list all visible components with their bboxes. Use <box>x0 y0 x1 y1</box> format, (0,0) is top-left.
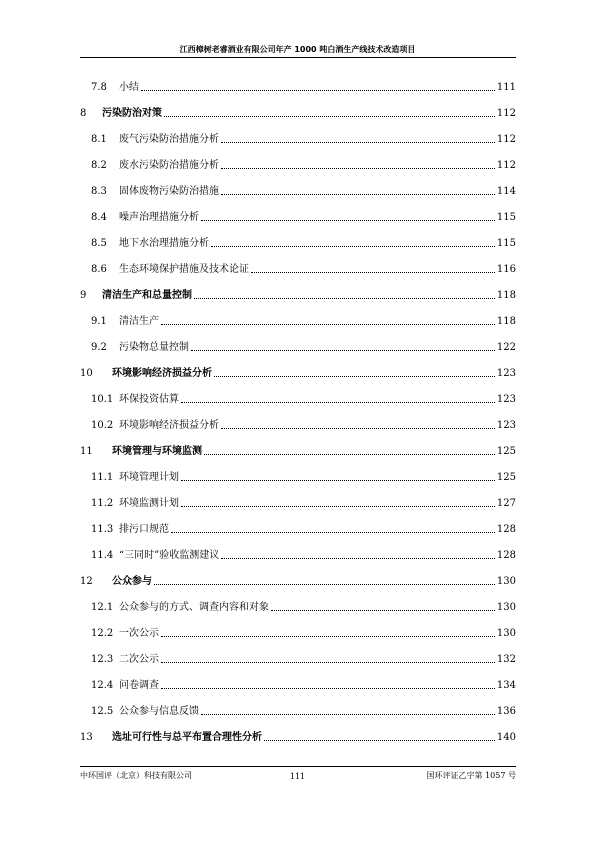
toc-entry[interactable] <box>80 198 516 224</box>
toc-entry[interactable] <box>80 666 516 692</box>
toc-dot-leader <box>201 713 495 715</box>
toc-entry-title: 环境管理与环境监测 <box>112 446 202 457</box>
toc-entry-page: 112 <box>496 134 516 145</box>
toc-entry-title: 公众参与信息反馈 <box>119 706 199 717</box>
toc-entry-number: 11.4 <box>91 550 114 561</box>
toc-dot-leader <box>221 193 495 195</box>
toc-entry-number: 8 <box>80 108 87 119</box>
toc-dot-leader <box>164 115 495 117</box>
toc-entry-page: 122 <box>496 342 516 353</box>
toc-entry-page: 116 <box>496 264 516 275</box>
toc-dot-leader <box>181 505 495 507</box>
toc-entry-page: 118 <box>496 316 516 327</box>
toc-entry-page: 112 <box>496 108 516 119</box>
toc-dot-leader <box>154 583 495 585</box>
toc-entry-number: 8.2 <box>91 160 107 171</box>
toc-dot-leader <box>214 375 495 377</box>
toc-entry-page: 132 <box>496 654 516 665</box>
toc-entry-number: 11 <box>80 446 93 457</box>
toc-dot-leader <box>221 167 495 169</box>
toc-dot-leader <box>161 635 495 637</box>
toc-entry-page: 134 <box>496 680 516 691</box>
toc-entry[interactable] <box>80 354 516 380</box>
toc-dot-leader <box>211 245 495 247</box>
toc-entry-title: 污染防治对策 <box>102 108 162 119</box>
toc-entry-title: 环境影响经济损益分析 <box>119 420 219 431</box>
toc-entry-title: 环保投资估算 <box>119 394 179 405</box>
toc-entry[interactable] <box>80 562 516 588</box>
toc-entry-title: 环境影响经济损益分析 <box>112 368 212 379</box>
toc-dot-leader <box>181 479 495 481</box>
toc-entry-title: 环境监测计划 <box>119 498 179 509</box>
toc-entry[interactable] <box>80 172 516 198</box>
toc-entry-number: 12.2 <box>91 628 114 639</box>
toc-entry-title: 废气污染防治措施分析 <box>119 134 219 145</box>
toc-entry[interactable] <box>80 276 516 302</box>
toc-entry-number: 9.2 <box>91 342 107 353</box>
toc-entry[interactable] <box>80 588 516 614</box>
toc-entry-number: 7.8 <box>91 82 107 93</box>
toc-entry-page: 125 <box>496 446 516 457</box>
toc-entry-page: 123 <box>496 368 516 379</box>
toc-entry-page: 123 <box>496 420 516 431</box>
toc-entry-number: 11.1 <box>91 472 114 483</box>
toc-dot-leader <box>221 557 495 559</box>
toc-entry-title: 清洁生产 <box>119 316 159 327</box>
toc-dot-leader <box>264 739 495 741</box>
toc-entry[interactable] <box>80 250 516 276</box>
toc-dot-leader <box>191 349 495 351</box>
toc-entry-title: 一次公示 <box>119 628 159 639</box>
toc-dot-leader <box>161 323 495 325</box>
toc-dot-leader <box>181 401 495 403</box>
footer-company: 中环国评（北京）科技有限公司 <box>80 771 192 780</box>
footer-certificate: 国环评证乙字第 1057 号 <box>426 771 516 780</box>
toc-entry-title: 生态环境保护措施及技术论证 <box>119 264 249 275</box>
toc-entry-number: 11.2 <box>91 498 114 509</box>
toc-entry-number: 9 <box>80 290 87 301</box>
toc-dot-leader <box>204 453 495 455</box>
toc-entry[interactable] <box>80 458 516 484</box>
toc-entry[interactable] <box>80 718 516 744</box>
toc-entry-title: 公众参与 <box>112 576 152 587</box>
toc-entry-page: 125 <box>496 472 516 483</box>
toc-entry-page: 115 <box>496 238 516 249</box>
toc-entry-title: 排污口规范 <box>119 524 169 535</box>
toc-entry-title: 环境管理计划 <box>119 472 179 483</box>
toc-entry[interactable] <box>80 302 516 328</box>
toc-entry-number: 12 <box>80 576 93 587</box>
toc-dot-leader <box>271 609 495 611</box>
toc-entry-number: 9.1 <box>91 316 107 327</box>
toc-entry-number: 8.1 <box>91 134 107 145</box>
toc-entry[interactable] <box>80 328 516 354</box>
toc-entry-number: 8.5 <box>91 238 107 249</box>
toc-entry-page: 123 <box>496 394 516 405</box>
toc-entry-number: 12.1 <box>91 602 114 613</box>
toc-entry[interactable] <box>80 146 516 172</box>
toc-dot-leader <box>221 141 495 143</box>
toc-entry[interactable] <box>80 536 516 562</box>
toc-entry[interactable] <box>80 68 516 94</box>
toc-entry-number: 12.4 <box>91 680 114 691</box>
toc-entry-page: 140 <box>496 732 516 743</box>
toc-entry[interactable] <box>80 432 516 458</box>
toc-entry-page: 130 <box>496 628 516 639</box>
toc-entry-page: 111 <box>496 82 516 93</box>
toc-entry-title: 二次公示 <box>119 654 159 665</box>
toc-entry-title: 地下水治理措施分析 <box>119 238 209 249</box>
toc-entry-title: “三同时”验收监测建议 <box>119 550 220 561</box>
toc-entry-number: 10 <box>80 368 93 379</box>
toc-entry-title: 选址可行性与总平布置合理性分析 <box>112 732 262 743</box>
toc-dot-leader <box>194 297 495 299</box>
toc-entry[interactable] <box>80 640 516 666</box>
toc-entry-number: 13 <box>80 732 93 743</box>
running-header: 江西樟树老睿酒业有限公司年产 1000 吨白酒生产线技术改造项目 <box>179 45 416 54</box>
footer-rule <box>80 766 516 767</box>
toc-dot-leader <box>201 219 495 221</box>
toc-entry-title: 公众参与的方式、调查内容和对象 <box>119 602 269 613</box>
toc-entry-page: 118 <box>496 290 516 301</box>
toc-entry-number: 10.2 <box>91 420 114 431</box>
toc-entry-page: 130 <box>496 602 516 613</box>
toc-entry[interactable] <box>80 380 516 406</box>
table-of-contents <box>80 68 516 744</box>
toc-entry-page: 115 <box>496 212 516 223</box>
toc-entry[interactable] <box>80 94 516 120</box>
toc-entry-title: 污染物总量控制 <box>119 342 189 353</box>
toc-entry-number: 8.4 <box>91 212 107 223</box>
toc-dot-leader <box>221 427 495 429</box>
toc-entry-title: 清洁生产和总量控制 <box>102 290 192 301</box>
toc-entry-number: 12.3 <box>91 654 114 665</box>
toc-entry-title: 小结 <box>119 82 139 93</box>
toc-entry[interactable] <box>80 120 516 146</box>
toc-entry-page: 128 <box>496 550 516 561</box>
toc-dot-leader <box>171 531 495 533</box>
toc-entry-page: 128 <box>496 524 516 535</box>
toc-entry[interactable] <box>80 224 516 250</box>
toc-entry-title: 固体废物污染防治措施 <box>119 186 219 197</box>
toc-entry-page: 127 <box>496 498 516 509</box>
toc-entry[interactable] <box>80 614 516 640</box>
toc-entry-number: 8.6 <box>91 264 107 275</box>
toc-entry-title: 废水污染防治措施分析 <box>119 160 219 171</box>
toc-dot-leader <box>251 271 495 273</box>
toc-entry-number: 8.3 <box>91 186 107 197</box>
header-rule <box>80 57 516 58</box>
toc-entry-title: 噪声治理措施分析 <box>119 212 199 223</box>
toc-entry-number: 11.3 <box>91 524 114 535</box>
toc-entry-page: 130 <box>496 576 516 587</box>
toc-entry[interactable] <box>80 510 516 536</box>
toc-entry-number: 12.5 <box>91 706 114 717</box>
toc-dot-leader <box>141 89 495 91</box>
toc-entry-page: 114 <box>496 186 516 197</box>
toc-entry-title: 问卷调查 <box>119 680 159 691</box>
footer-page-number: 111 <box>289 772 306 781</box>
toc-entry[interactable] <box>80 406 516 432</box>
toc-dot-leader <box>161 687 495 689</box>
toc-entry[interactable] <box>80 484 516 510</box>
toc-entry-page: 112 <box>496 160 516 171</box>
toc-entry-number: 10.1 <box>91 394 114 405</box>
toc-entry[interactable] <box>80 692 516 718</box>
toc-entry-page: 136 <box>496 706 516 717</box>
toc-dot-leader <box>161 661 495 663</box>
